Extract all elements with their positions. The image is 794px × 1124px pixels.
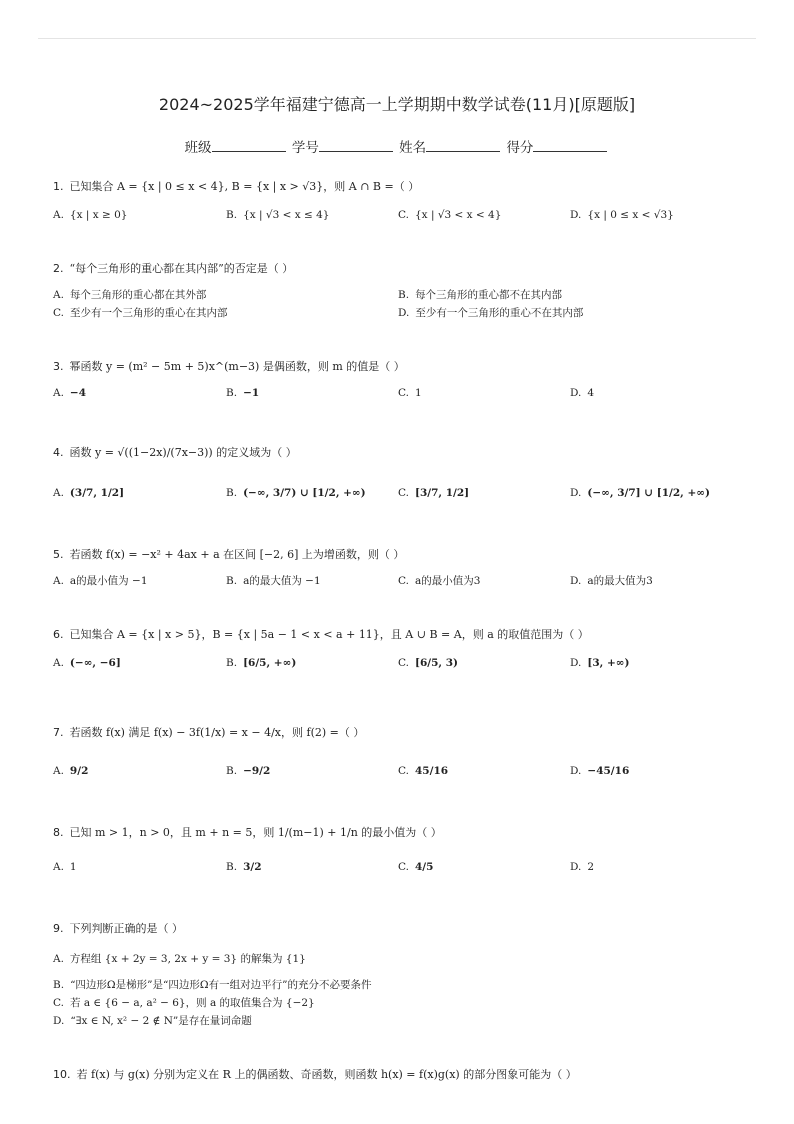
question-stem: 若函数 f(x) = −x² + 4ax + a 在区间 [−2, 6] 上为增函数，则（ ） <box>69 548 405 561</box>
q2-option-a[interactable]: A. 每个三角形的重心都在其外部 <box>53 289 207 301</box>
q1-option-d[interactable]: D. {x | 0 ≤ x < √3} <box>570 209 674 221</box>
q8-option-a[interactable]: A. 1 <box>53 861 77 873</box>
q5-option-a[interactable]: A. a的最小值为 −1 <box>53 575 148 587</box>
q9-option-d[interactable]: D. “∃x ∈ N, x² − 2 ∉ N”是存在量词命题 <box>53 1015 252 1027</box>
name-blank[interactable] <box>426 139 500 152</box>
q1-option-c[interactable]: C. {x | √3 < x < 4} <box>398 209 502 221</box>
q7-option-b[interactable]: B. −9/2 <box>226 765 271 777</box>
q8-option-b[interactable]: B. 3/2 <box>226 861 262 873</box>
question-1: 1. 已知集合 A = {x | 0 ≤ x < 4}, B = {x | x > √3}，则 A ∩ B =（ ） <box>53 180 420 193</box>
question-stem: 已知集合 A = {x | x > 5}，B = {x | 5a − 1 < x < a + 11}，且 A ∪ B = A，则 a 的取值范围为（ ） <box>69 628 589 641</box>
q8-option-d[interactable]: D. 2 <box>570 861 595 873</box>
q3-option-a[interactable]: A. −4 <box>53 387 87 399</box>
q2-option-c[interactable]: C. 至少有一个三角形的重心在其内部 <box>53 307 228 319</box>
q9-option-c[interactable]: C. 若 a ∈ {6 − a, a² − 6}，则 a 的取值集合为 {−2} <box>53 997 315 1009</box>
q9-option-b[interactable]: B. “四边形Ω是梯形”是“四边形Ω有一组对边平行”的充分不必要条件 <box>53 979 372 991</box>
q3-option-c[interactable]: C. 1 <box>398 387 422 399</box>
question-2: 2. “每个三角形的重心都在其内部”的否定是（ ） <box>53 262 294 275</box>
question-9: 9. 下列判断正确的是（ ） <box>53 922 183 935</box>
question-stem: 函数 y = √((1−2x)/(7x−3)) 的定义域为（ ） <box>69 446 297 459</box>
question-8: 8. 已知 m > 1，n > 0，且 m + n = 5，则 1/(m−1) + 1/n 的最小值为（ ） <box>53 826 442 839</box>
q6-option-b[interactable]: B. [6/5, +∞) <box>226 657 297 669</box>
q3-option-d[interactable]: D. 4 <box>570 387 595 399</box>
top-rule <box>38 38 756 39</box>
question-5: 5. 若函数 f(x) = −x² + 4ax + a 在区间 [−2, 6] 上为增函数，则（ ） <box>53 548 405 561</box>
page-title: 2024~2025学年福建宁德高一上学期期中数学试卷(11月)[原题版] <box>158 95 636 114</box>
student-id-field: 学号 <box>292 136 395 156</box>
question-7: 7. 若函数 f(x) 满足 f(x) − 3f(1/x) = x − 4/x，则 f(2) =（ ） <box>53 726 365 739</box>
q7-option-c[interactable]: C. 45/16 <box>398 765 449 777</box>
q5-option-b[interactable]: B. a的最大值为 −1 <box>226 575 321 587</box>
question-stem: 幂函数 y = (m² − 5m + 5)x^(m−3) 是偶函数，则 m 的值是（ ） <box>69 360 405 373</box>
q5-option-d[interactable]: D. a的最大值为3 <box>570 575 653 587</box>
score-field: 得分 <box>506 136 609 156</box>
student-info-line <box>0 136 794 156</box>
question-10: 10. 若 f(x) 与 g(x) 分别为定义在 R 上的偶函数、奇函数，则函数 h(x) = f(x)g(x) 的部分图象可能为（ ） <box>53 1068 577 1081</box>
class-field: 班级 <box>185 136 288 156</box>
class-blank[interactable] <box>212 139 286 152</box>
q4-option-a[interactable]: A. (3/7, 1/2] <box>53 487 125 499</box>
q2-option-b[interactable]: B. 每个三角形的重心都不在其内部 <box>398 289 563 301</box>
q5-option-c[interactable]: C. a的最小值为3 <box>398 575 481 587</box>
question-3: 3. 幂函数 y = (m² − 5m + 5)x^(m−3) 是偶函数，则 m 的值是（ ） <box>53 360 405 373</box>
q6-option-d[interactable]: D. [3, +∞) <box>570 657 630 669</box>
question-stem: 若函数 f(x) 满足 f(x) − 3f(1/x) = x − 4/x，则 f(2) =（ ） <box>69 726 365 739</box>
q8-option-c[interactable]: C. 4/5 <box>398 861 434 873</box>
q4-option-b[interactable]: B. (−∞, 3/7) ∪ [1/2, +∞) <box>226 487 366 499</box>
q3-option-b[interactable]: B. −1 <box>226 387 260 399</box>
q9-option-a[interactable]: A. 方程组 {x + 2y = 3, 2x + y = 3} 的解集为 {1} <box>53 953 306 965</box>
q4-option-d[interactable]: D. (−∞, 3/7] ∪ [1/2, +∞) <box>570 487 710 499</box>
question-stem: “每个三角形的重心都在其内部”的否定是（ ） <box>69 262 294 275</box>
name-field: 姓名 <box>399 136 502 156</box>
question-stem: 若 f(x) 与 g(x) 分别为定义在 R 上的偶函数、奇函数，则函数 h(x) = f(x)g(x) 的部分图象可能为（ ） <box>76 1068 577 1081</box>
question-stem: 已知 m > 1，n > 0，且 m + n = 5，则 1/(m−1) + 1/n 的最小值为（ ） <box>69 826 442 839</box>
q6-option-c[interactable]: C. [6/5, 3) <box>398 657 458 669</box>
question-stem: 已知集合 A = {x | 0 ≤ x < 4}, B = {x | x > √3}，则 A ∩ B =（ ） <box>69 180 420 193</box>
q4-option-c[interactable]: C. [3/7, 1/2] <box>398 487 470 499</box>
q1-option-a[interactable]: A. {x | x ≥ 0} <box>53 209 128 221</box>
q6-option-a[interactable]: A. (−∞, −6] <box>53 657 121 669</box>
q1-option-b[interactable]: B. {x | √3 < x ≤ 4} <box>226 209 330 221</box>
q7-option-d[interactable]: D. −45/16 <box>570 765 630 777</box>
question-stem: 下列判断正确的是（ ） <box>69 922 183 935</box>
q7-option-a[interactable]: A. 9/2 <box>53 765 89 777</box>
student-id-blank[interactable] <box>319 139 393 152</box>
question-6: 6. 已知集合 A = {x | x > 5}，B = {x | 5a − 1 < x < a + 11}，且 A ∪ B = A，则 a 的取值范围为（ ） <box>53 628 589 641</box>
score-blank[interactable] <box>533 139 607 152</box>
q2-option-d[interactable]: D. 至少有一个三角形的重心不在其内部 <box>398 307 584 319</box>
question-4: 4. 函数 y = √((1−2x)/(7x−3)) 的定义域为（ ） <box>53 446 297 459</box>
